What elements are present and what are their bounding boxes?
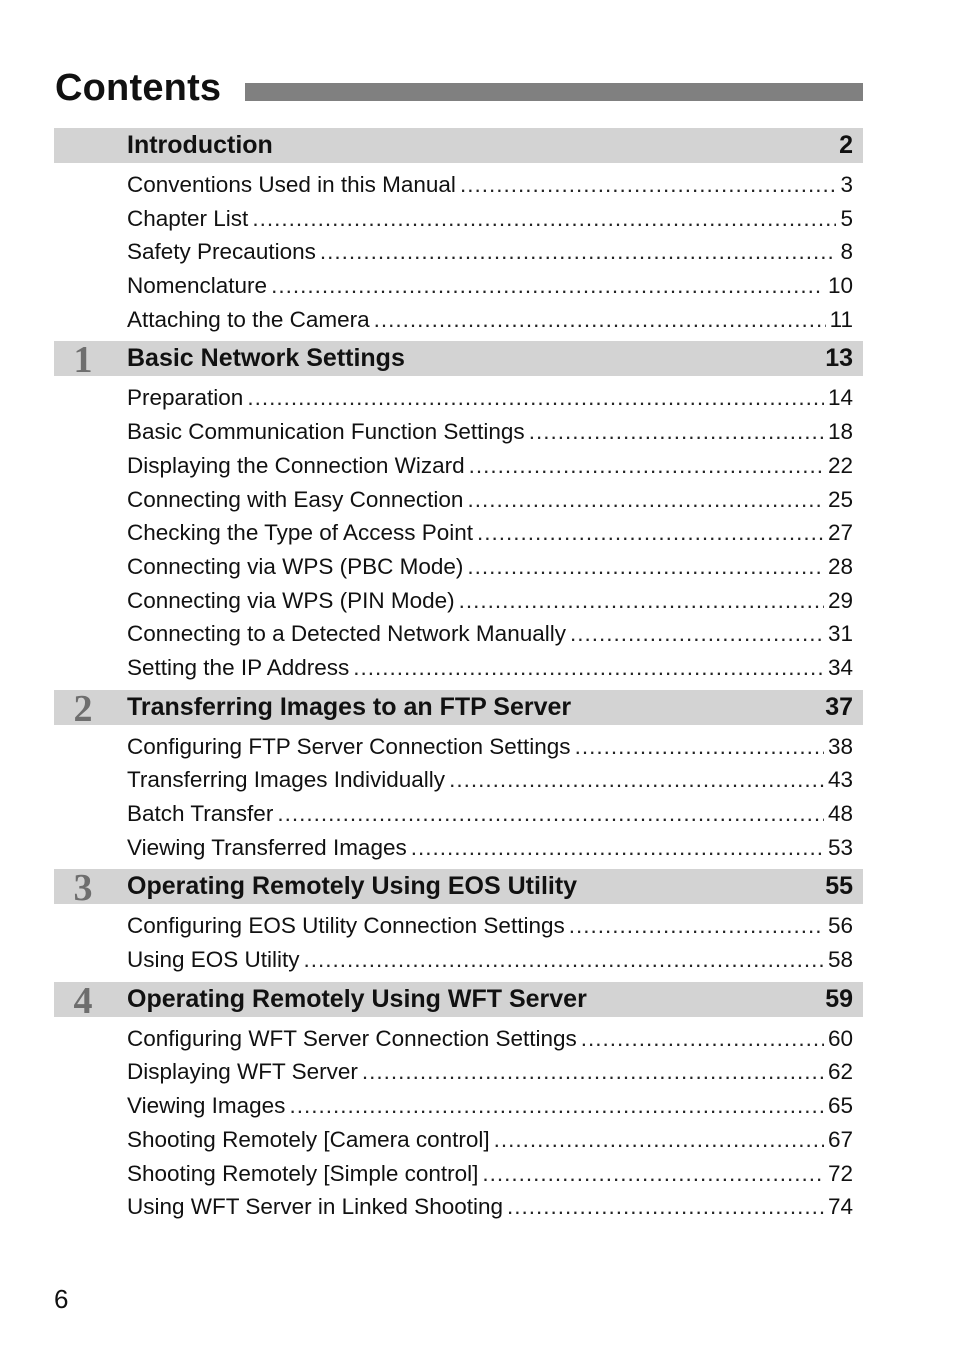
toc-entry[interactable] xyxy=(127,909,853,943)
toc-entry-title: Using WFT Server in Linked Shooting xyxy=(127,1194,504,1220)
dot-leader xyxy=(494,1123,824,1157)
toc-entry-page-number: 8 xyxy=(840,239,853,265)
toc-entry-page-number: 31 xyxy=(827,621,853,647)
toc-entry-page-number: 56 xyxy=(827,913,853,939)
toc-entry-title: Safety Precautions xyxy=(127,239,316,265)
toc-entry[interactable] xyxy=(127,168,853,202)
toc-entry-page-number: 34 xyxy=(827,654,853,680)
section-page-number: 2 xyxy=(839,131,853,159)
section-items xyxy=(54,1017,863,1229)
section-header[interactable] xyxy=(54,687,863,730)
chapter-number: 1 xyxy=(73,339,93,382)
dot-leader xyxy=(570,617,824,651)
toc-entry-title: Viewing Images xyxy=(127,1093,286,1119)
chapter-number xyxy=(54,128,112,163)
dot-leader xyxy=(467,483,824,517)
dot-leader xyxy=(304,943,824,977)
dot-leader xyxy=(374,303,826,337)
toc-entry-page-number: 11 xyxy=(829,306,853,332)
toc-entry[interactable] xyxy=(127,1123,853,1157)
toc-entry-title: Conventions Used in this Manual xyxy=(127,172,456,197)
section-title: Basic Network Settings xyxy=(127,344,405,373)
toc-entry-title: Nomenclature xyxy=(127,273,268,299)
dot-leader xyxy=(277,797,824,831)
toc-entry-title: Basic Communication Function Settings xyxy=(127,419,525,445)
toc-entry[interactable] xyxy=(127,269,853,303)
section-items xyxy=(54,163,863,341)
toc-entry[interactable] xyxy=(127,235,853,269)
toc-entry-page-number: 27 xyxy=(827,520,853,546)
toc-entry-title: Displaying the Connection Wizard xyxy=(127,452,465,478)
toc-entry[interactable] xyxy=(127,831,853,865)
toc-entry-title: Viewing Transferred Images xyxy=(127,834,407,860)
toc-entry-page-number: 74 xyxy=(827,1194,853,1220)
dot-leader xyxy=(459,584,824,618)
toc-entry-title: Chapter List xyxy=(127,205,249,231)
toc-entry[interactable] xyxy=(127,584,853,618)
toc-entry-page-number: 65 xyxy=(827,1093,853,1119)
toc-entry-page-number: 38 xyxy=(827,733,853,759)
dot-leader xyxy=(477,516,824,550)
section-header[interactable] xyxy=(54,339,863,382)
section-header[interactable] xyxy=(54,979,863,1022)
toc-entry-title: Shooting Remotely [Simple control] xyxy=(127,1160,479,1186)
toc-entry-page-number: 58 xyxy=(827,947,853,973)
dot-leader xyxy=(289,1089,824,1123)
toc-entry[interactable] xyxy=(127,797,853,831)
toc-entry[interactable] xyxy=(127,617,853,651)
toc-entry-page-number: 53 xyxy=(827,834,853,860)
toc-section xyxy=(54,341,863,689)
toc-entry[interactable] xyxy=(127,381,853,415)
dot-leader xyxy=(247,381,824,415)
toc-entry-page-number: 48 xyxy=(827,801,853,826)
toc-section xyxy=(54,128,863,341)
dot-leader xyxy=(469,449,824,483)
section-page-number: 55 xyxy=(825,872,853,901)
toc-entry[interactable] xyxy=(127,651,853,685)
section-header[interactable] xyxy=(54,128,863,163)
section-title: Transferring Images to an FTP Server xyxy=(127,692,572,721)
dot-leader xyxy=(353,651,824,685)
page-header xyxy=(55,62,863,112)
toc-entry-page-number: 72 xyxy=(827,1160,853,1186)
section-items xyxy=(54,725,863,870)
title-rule-bar xyxy=(245,83,863,101)
dot-leader xyxy=(271,269,824,303)
toc-entry-title: Configuring EOS Utility Connection Settings xyxy=(127,913,565,939)
toc-entry-title: Transferring Images Individually xyxy=(127,767,446,793)
toc-entry-page-number: 67 xyxy=(827,1126,853,1152)
toc-entry-page-number: 10 xyxy=(827,273,853,299)
toc-entry[interactable] xyxy=(127,763,853,797)
toc-entry[interactable] xyxy=(127,1157,853,1191)
chapter-number: 3 xyxy=(73,867,93,910)
toc-entry[interactable] xyxy=(127,550,853,584)
section-items xyxy=(54,904,863,981)
toc-entry-title: Setting the IP Address xyxy=(127,654,350,680)
toc-entry[interactable] xyxy=(127,1055,853,1089)
dot-leader xyxy=(252,202,836,236)
dot-leader xyxy=(320,235,837,269)
dot-leader xyxy=(362,1055,824,1089)
toc-entry[interactable] xyxy=(127,483,853,517)
section-title: Operating Remotely Using WFT Server xyxy=(127,984,587,1013)
section-page-number: 59 xyxy=(825,984,853,1013)
page-title: Contents xyxy=(55,67,222,109)
dot-leader xyxy=(411,831,824,865)
toc-entry-title: Connecting via WPS (PIN Mode) xyxy=(127,587,455,613)
chapter-number: 2 xyxy=(73,687,93,730)
dot-leader xyxy=(467,550,824,584)
toc-entry-page-number: 22 xyxy=(827,452,853,478)
toc-entry-title: Configuring FTP Server Connection Settings xyxy=(127,733,571,759)
toc-entry-title: Shooting Remotely [Camera control] xyxy=(127,1126,490,1152)
toc-entry[interactable] xyxy=(127,943,853,977)
toc-entry-page-number: 29 xyxy=(827,587,853,613)
toc-entry[interactable] xyxy=(127,1190,853,1224)
dot-leader xyxy=(529,415,824,449)
toc-entry-title: Connecting via WPS (PBC Mode) xyxy=(127,553,464,579)
toc-section xyxy=(54,687,863,870)
toc-entry-page-number: 3 xyxy=(840,172,853,197)
section-items xyxy=(54,376,863,689)
dot-leader xyxy=(581,1022,824,1056)
dot-leader xyxy=(449,763,824,797)
toc-entry-page-number: 5 xyxy=(840,205,853,231)
toc-entry-title: Batch Transfer xyxy=(127,801,274,826)
section-title: Introduction xyxy=(127,131,273,159)
dot-leader xyxy=(507,1190,824,1224)
toc-section xyxy=(54,979,863,1229)
toc-entry[interactable] xyxy=(127,303,853,337)
table-of-contents xyxy=(54,128,863,1229)
dot-leader xyxy=(482,1157,824,1191)
toc-entry-page-number: 62 xyxy=(827,1059,853,1085)
toc-entry[interactable] xyxy=(127,730,853,764)
toc-entry-page-number: 18 xyxy=(827,419,853,445)
chapter-number: 4 xyxy=(73,979,93,1022)
toc-entry[interactable] xyxy=(127,516,853,550)
toc-entry-page-number: 14 xyxy=(827,385,853,411)
toc-entry-page-number: 43 xyxy=(827,767,853,793)
toc-entry-page-number: 28 xyxy=(827,553,853,579)
section-page-number: 13 xyxy=(825,344,853,373)
toc-entry-title: Connecting to a Detected Network Manually xyxy=(127,621,566,647)
toc-entry-page-number: 25 xyxy=(827,486,853,512)
toc-entry-title: Preparation xyxy=(127,385,244,411)
toc-entry[interactable] xyxy=(127,202,853,236)
toc-section xyxy=(54,869,863,981)
section-header[interactable] xyxy=(54,867,863,910)
toc-entry[interactable] xyxy=(127,449,853,483)
toc-entry-title: Using EOS Utility xyxy=(127,947,300,973)
dot-leader xyxy=(575,730,824,764)
toc-entry-title: Connecting with Easy Connection xyxy=(127,486,464,512)
toc-entry-title: Checking the Type of Access Point xyxy=(127,520,474,546)
toc-entry-page-number: 60 xyxy=(827,1025,853,1051)
section-page-number: 37 xyxy=(825,692,853,721)
toc-entry-title: Displaying WFT Server xyxy=(127,1059,358,1085)
section-title: Operating Remotely Using EOS Utility xyxy=(127,872,578,901)
toc-entry[interactable] xyxy=(127,415,853,449)
toc-entry-title: Attaching to the Camera xyxy=(127,306,370,332)
dot-leader xyxy=(569,909,824,943)
toc-entry-title: Configuring WFT Server Connection Settings xyxy=(127,1025,577,1051)
page-number: 6 xyxy=(54,1284,69,1314)
dot-leader xyxy=(460,168,837,202)
toc-entry[interactable] xyxy=(127,1022,853,1056)
toc-entry[interactable] xyxy=(127,1089,853,1123)
